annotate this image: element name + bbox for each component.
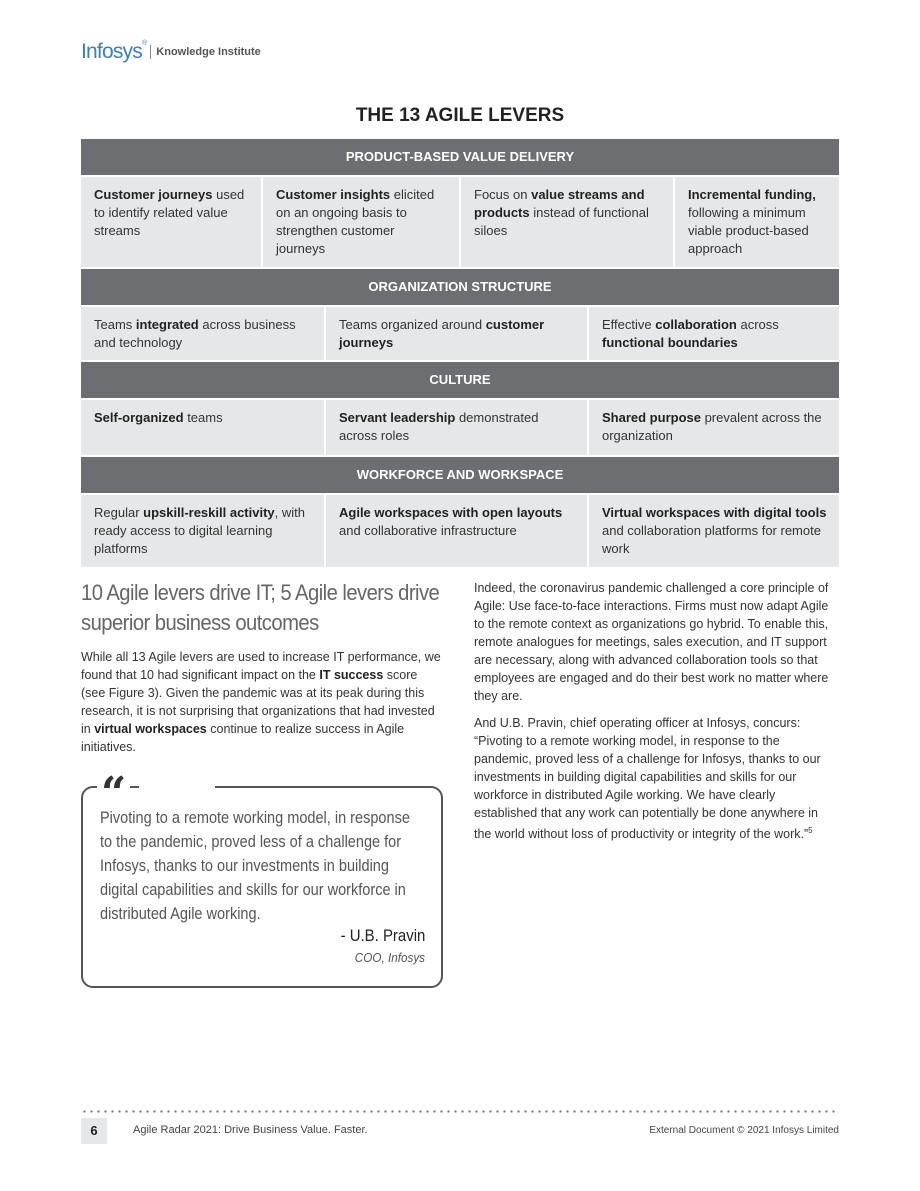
header-subtitle: Knowledge Institute xyxy=(156,46,261,58)
agile-levers-table xyxy=(81,139,839,567)
quote-border-gap xyxy=(139,786,215,788)
body-paragraph: Indeed, the coronavirus pandemic challenged a core principle of Agile: Use face-to-face interactions. Firms must now adapt Agile to the remote context as organizations go hybrid. To enable this, remote analogues for meetings, sales execution, and IT support are necessary, along with advanced collaboration tools so that employees are engaged and do their best work no matter where they are. xyxy=(474,581,829,703)
section-heading: ORGANIZATION STRUCTURE xyxy=(81,269,839,307)
section-heading: PRODUCT-BASED VALUE DELIVERY xyxy=(81,139,839,177)
footer-copyright: External Document © 2021 Infosys Limited xyxy=(649,1125,839,1136)
lever-cell: Self-organized teams xyxy=(81,400,326,455)
pull-quote xyxy=(81,768,443,988)
lever-cell: Shared purpose prevalent across the organization xyxy=(602,410,822,443)
lever-cell: Servant leadership demonstrated across roles xyxy=(326,400,589,455)
footnote-ref: 5 xyxy=(808,826,813,835)
right-column xyxy=(474,579,838,852)
figure-title: THE 13 AGILE LEVERS xyxy=(355,105,565,126)
quote-author: - U.B. Pravin xyxy=(340,926,425,945)
lever-cell: Effective collaboration across functional boundaries xyxy=(602,317,779,350)
lever-cell: Agile workspaces with open layouts and collaborative infrastructure xyxy=(326,495,589,567)
header-divider xyxy=(150,45,151,59)
lever-row xyxy=(81,177,839,269)
lever-cell: Focus on value streams and products instead of functional siloes xyxy=(461,177,675,267)
lever-cell: Virtual workspaces with digital tools and collaboration platforms for remote work xyxy=(602,505,827,556)
lever-cell: Regular upskill-reskill activity, with ready access to digital learning platforms xyxy=(81,495,326,567)
lever-cell: Teams organized around customer journeys xyxy=(326,307,589,360)
quote-text: Pivoting to a remote working model, in response to the pandemic, proved less of a challenge for Infosys, thanks to our investments in building digital capabilities and skills for our workforce in distributed Agile working. xyxy=(100,809,410,923)
quote-mark-icon: “ xyxy=(97,774,130,804)
lever-row xyxy=(81,307,839,362)
page-number: 6 xyxy=(81,1118,107,1144)
lever-cell: Teams integrated across business and technology xyxy=(81,307,326,360)
section-heading: CULTURE xyxy=(81,362,839,400)
left-column xyxy=(81,578,441,756)
section-title: 10 Agile levers drive IT; 5 Agile levers drive superior business outcomes xyxy=(81,580,440,635)
lever-cell: Customer journeys used to identify related value streams xyxy=(81,177,263,267)
infosys-logo: Infosys® xyxy=(81,40,147,63)
quote-author-role: COO, Infosys xyxy=(354,950,425,965)
lever-cell: Incremental funding, following a minimum viable product-based approach xyxy=(688,187,816,256)
lever-row xyxy=(81,495,839,567)
section-heading: WORKFORCE AND WORKSPACE xyxy=(81,457,839,495)
footer-publication-title: Agile Radar 2021: Drive Business Value. Faster. xyxy=(133,1124,368,1136)
footer-divider xyxy=(81,1110,839,1113)
body-paragraph: While all 13 Agile levers are used to increase IT performance, we found that 10 had significant impact on the IT success score (see Figure 3). Given the pandemic was at its peak during this research, it is not surprising that organizations that had invested in virtual workspaces continue to realize success in Agile initiatives. xyxy=(81,650,441,754)
page-header xyxy=(81,40,261,64)
body-paragraph: And U.B. Pravin, chief operating officer at Infosys, concurs: “Pivoting to a remote working model, in response to the pandemic, proved less of a challenge for Infosys, thanks to our investments in building digital capabilities and skills for our workforce in distributed Agile working. We have clearly established that any work can potentially be done anywhere in the world without loss of productivity or integrity of the work.”$^5$ xyxy=(474,716,821,842)
lever-row xyxy=(81,400,839,457)
lever-cell: Customer insights elicited on an ongoing basis to strengthen customer journeys xyxy=(263,177,461,267)
